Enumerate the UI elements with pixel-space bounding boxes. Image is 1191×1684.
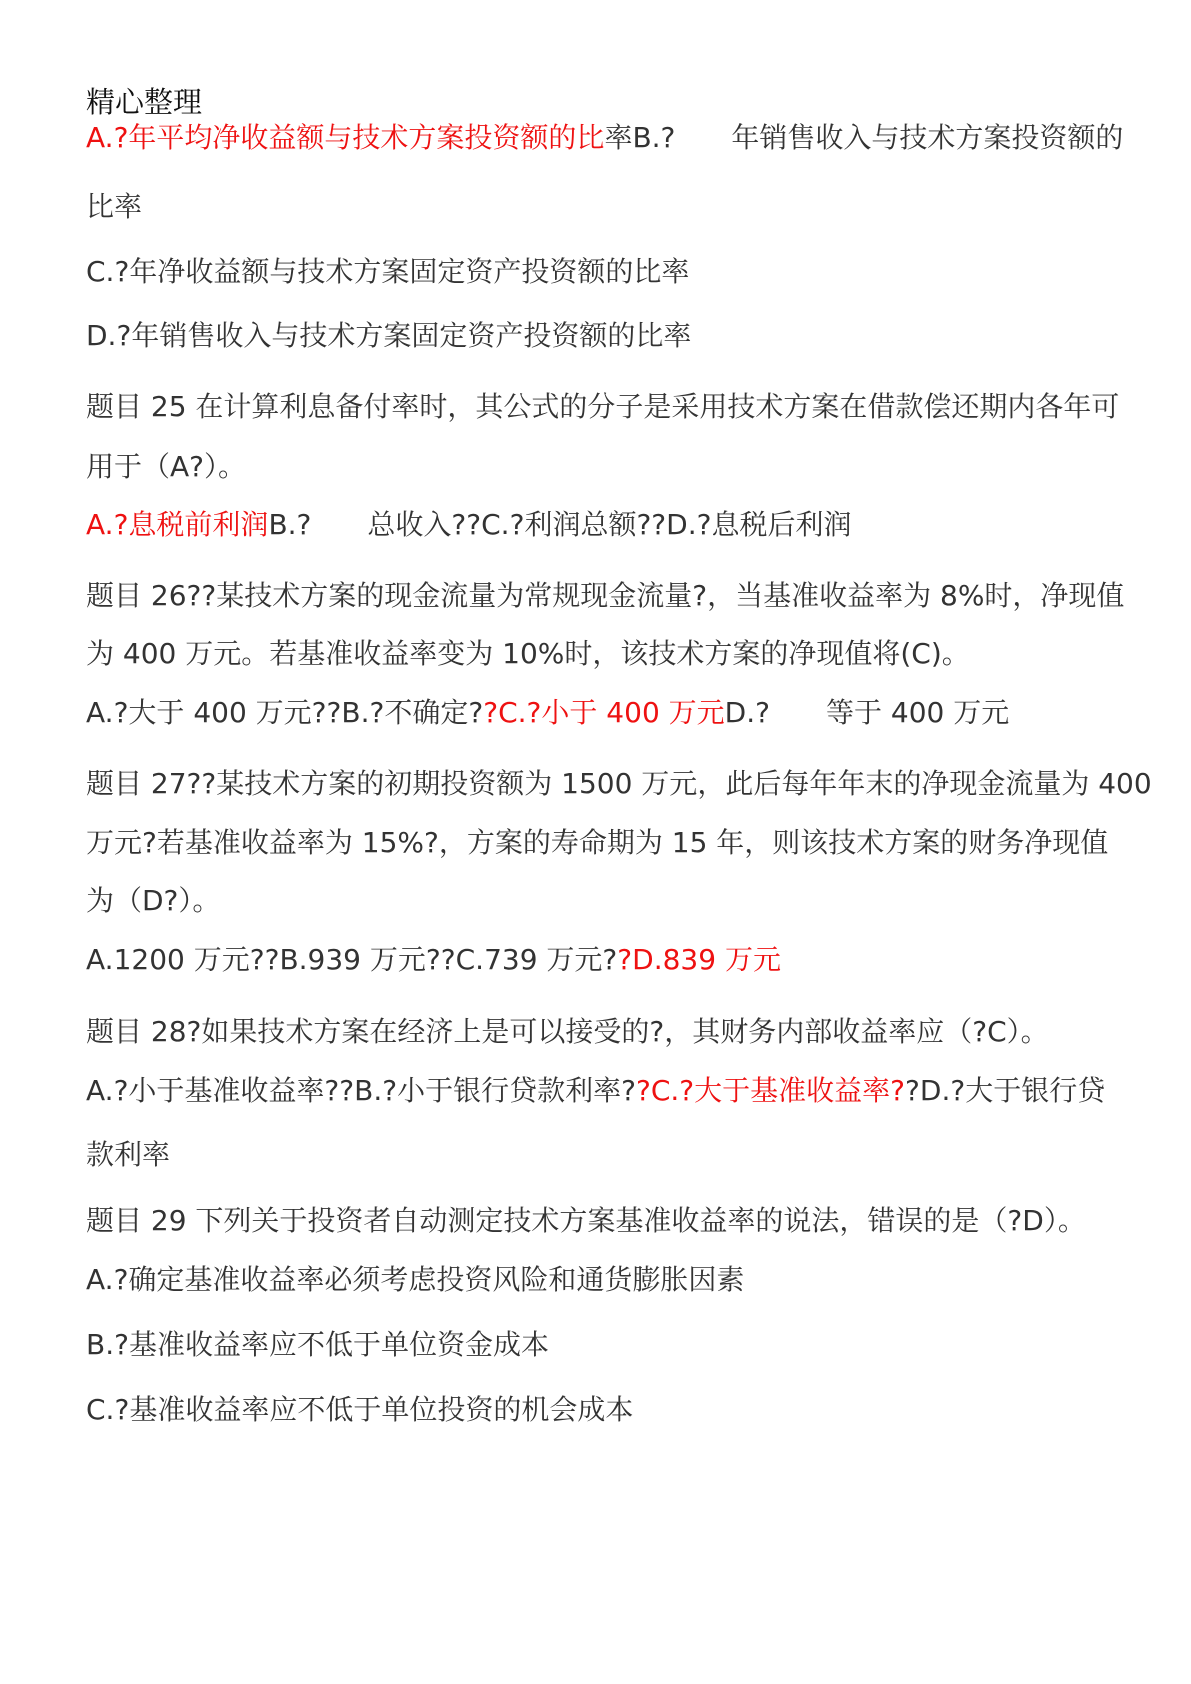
text-line xyxy=(86,1325,549,1365)
page-header: 精心整理 xyxy=(86,85,203,119)
line-text: C.?年净收益额与技术方案固定资产投资额的比率 xyxy=(86,255,690,288)
text-line xyxy=(86,693,1009,733)
line-text: 题目 25 在计算利息备付率时，其公式的分子是采用技术方案在借款偿还期内各年可 xyxy=(86,390,1120,423)
answer-highlight: ?C.?大于基准收益率? xyxy=(635,1074,906,1107)
text-line xyxy=(86,447,246,487)
answer-highlight: A.?息税前利润 xyxy=(86,508,269,541)
line-text: B.? 总收入??C.?利润总额??D.?息税后利润 xyxy=(268,508,852,541)
line-text: 为 400 万元。若基准收益率变为 10%时，该技术方案的净现值将(C)。 xyxy=(86,637,970,670)
line-text: 万元?若基准收益率为 15%?，方案的寿命期为 15 年，则该技术方案的财务净现值 xyxy=(86,826,1109,859)
line-text: 题目 27??某技术方案的初期投资额为 1500 万元，此后每年年末的净现金流量为 400 xyxy=(86,767,1152,800)
text-line xyxy=(86,187,142,227)
text-line xyxy=(86,576,1124,616)
text-line xyxy=(86,1071,1105,1111)
line-text: A.?确定基准收益率必须考虑投资风险和通货膨胀因素 xyxy=(86,1263,745,1296)
text-line xyxy=(86,823,1108,863)
text-line xyxy=(86,1390,633,1430)
text-line xyxy=(86,505,852,545)
line-text: A.?小于基准收益率??B.?小于银行贷款利率? xyxy=(86,1074,636,1107)
line-text: B.?基准收益率应不低于单位资金成本 xyxy=(86,1328,549,1361)
text-line xyxy=(86,881,220,921)
line-text: 题目 28?如果技术方案在经济上是可以接受的?，其财务内部收益率应（?C）。 xyxy=(86,1015,1049,1048)
text-line xyxy=(86,252,689,292)
line-text: 款利率 xyxy=(86,1138,171,1171)
line-text: C.?基准收益率应不低于单位投资的机会成本 xyxy=(86,1393,634,1426)
text-line xyxy=(86,387,1119,427)
text-line xyxy=(86,316,691,356)
text-line xyxy=(86,1135,170,1175)
line-text: D.? 等于 400 万元 xyxy=(724,696,1010,729)
text-line xyxy=(86,634,970,674)
answer-highlight: ?D.839 万元 xyxy=(617,943,781,976)
line-text: 题目 29 下列关于投资者自动测定技术方案基准收益率的说法，错误的是（?D）。 xyxy=(86,1204,1086,1237)
text-line xyxy=(86,764,1152,804)
text-line xyxy=(86,1012,1049,1052)
line-text: A.?大于 400 万元??B.?不确定? xyxy=(86,696,484,729)
line-text: 为（D?）。 xyxy=(86,884,221,917)
line-text: D.?年销售收入与技术方案固定资产投资额的比率 xyxy=(86,319,692,352)
answer-highlight: A.?年平均净收益额与技术方案投资额的比 xyxy=(86,121,605,154)
line-text: 题目 26??某技术方案的现金流量为常规现金流量?，当基准收益率为 8%时，净现值 xyxy=(86,579,1125,612)
text-line xyxy=(86,940,781,980)
answer-highlight: ?C.?小于 400 万元 xyxy=(483,696,725,729)
line-text: 率B.? 年销售收入与技术方案投资额的 xyxy=(604,121,1124,154)
text-line xyxy=(86,118,1123,158)
line-text: 用于（A?）。 xyxy=(86,450,247,483)
line-text: A.1200 万元??B.939 万元??C.739 万元? xyxy=(86,943,618,976)
line-text: ?D.?大于银行贷 xyxy=(905,1074,1106,1107)
text-line xyxy=(86,1260,744,1300)
line-text: 比率 xyxy=(86,190,143,223)
text-line xyxy=(86,1201,1086,1241)
